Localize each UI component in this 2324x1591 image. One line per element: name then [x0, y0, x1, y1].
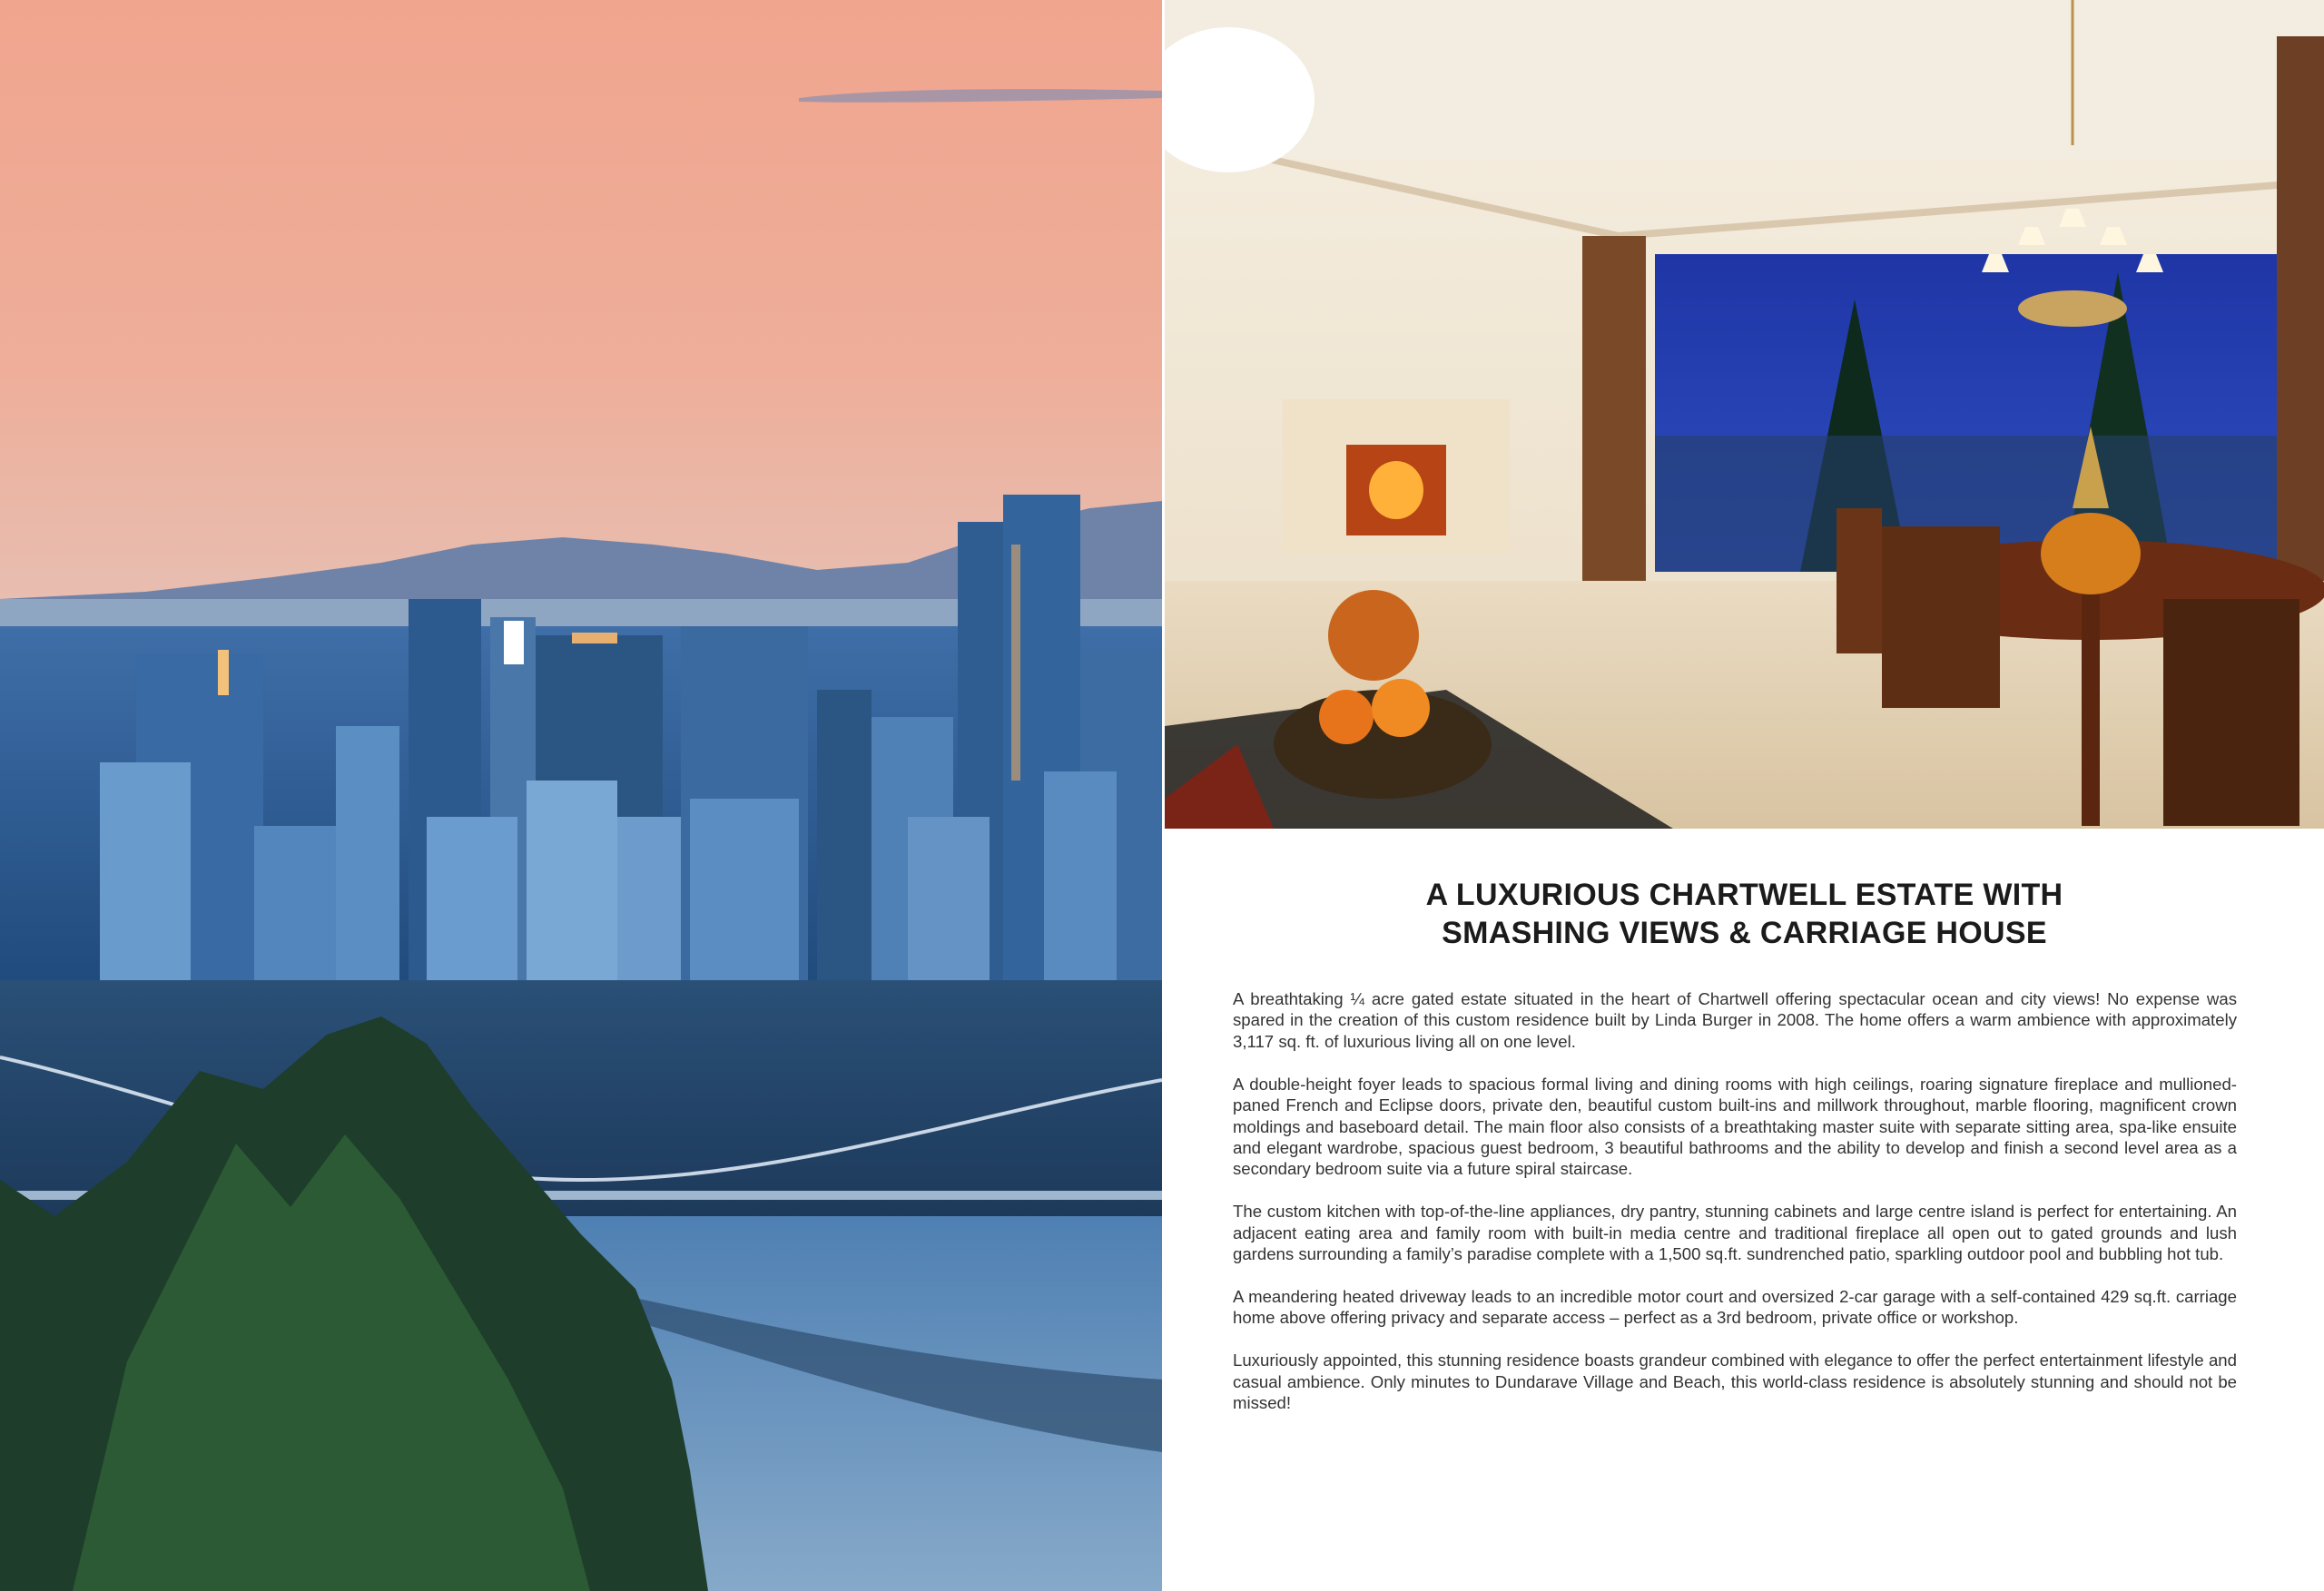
paragraph-overview: A breathtaking ¼ acre gated estate situated in the heart of Chartwell offering spectacular ocean and city views! No expense was spared in the creation of this custom residence built by Linda Burger in 2008. The home offers a warm ambience with approximately 3,117 sq. ft. of luxurious living all on one level. [1233, 989, 2237, 1051]
listing-description-panel [1165, 829, 2324, 1591]
paragraph-main-floor: A double-height foyer leads to spacious formal living and dining rooms with high ceilings, roaring signature fireplace and mullioned-paned French and Eclipse doors, private den, beautiful custom built-ins and millwork throughout, marble flooring, magnificent crown moldings and baseboard detail. The main floor also consists of a breathtaking master suite with separate sitting area, spa-like ensuite and elegant wardrobe, spacious guest bedroom, 3 beautiful bathrooms and the ability to develop and finish a second level area as a secondary bedroom suite via a future spiral staircase. [1233, 1074, 2237, 1179]
dining-room-interior-photo [1165, 0, 2324, 829]
listing-headline [1165, 876, 2324, 952]
paragraph-closing: Luxuriously appointed, this stunning residence boasts grandeur combined with elegance to offer the perfect entertainment lifestyle and casual ambience. Only minutes to Dundarave Village and Beach, this world-class residence is absolutely stunning and should not be missed! [1233, 1350, 2237, 1413]
paragraph-kitchen: The custom kitchen with top-of-the-line appliances, dry pantry, stunning cabinets and large centre island is perfect for entertaining. An adjacent eating area and family room with built-in media centre and traditional fireplace all open out to gated grounds and lush gardens surrounding a family’s paradise complete with a 1,500 sq.ft. sundrenched patio, sparkling outdoor pool and bubbling hot tub. [1233, 1202, 2237, 1264]
paragraph-carriage-house: A meandering heated driveway leads to an incredible motor court and oversized 2-car garage with a self-contained 429 sq.ft. carriage home above offering privacy and separate access – perfect as a 3rd bedroom, private office or workshop. [1233, 1286, 2237, 1328]
headline-line-2: SMASHING VIEWS & CARRIAGE HOUSE [1442, 916, 2047, 950]
listing-body-copy [1233, 988, 2237, 1435]
headline-line-1: A LUXURIOUS CHARTWELL ESTATE WITH [1425, 878, 2063, 912]
